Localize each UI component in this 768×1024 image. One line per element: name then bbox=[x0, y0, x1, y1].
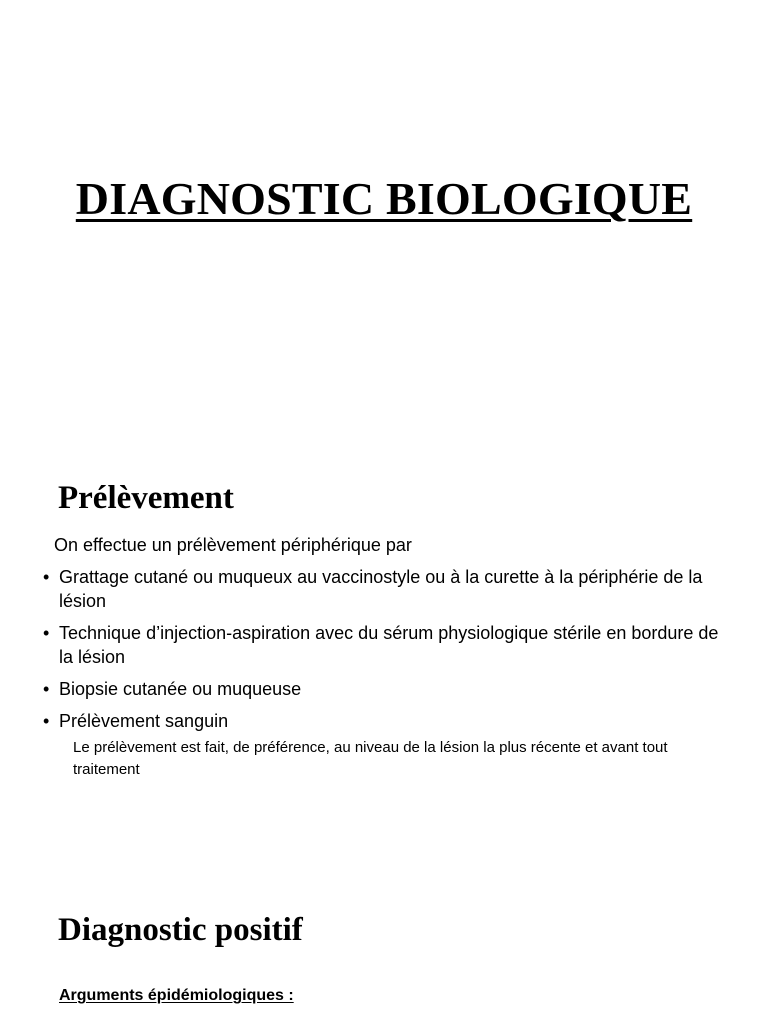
list-item bbox=[40, 709, 720, 733]
bullet-icon: • bbox=[43, 679, 50, 699]
section-heading-diagnostic-positif: Diagnostic positif bbox=[58, 912, 303, 948]
list-item-text: Prélèvement sanguin bbox=[59, 711, 229, 731]
page-title: DIAGNOSTIC BIOLOGIQUE bbox=[75, 173, 693, 224]
subheading-arguments: Arguments épidémiologiques : bbox=[59, 987, 294, 1004]
section-heading-prelevement: Prélèvement bbox=[58, 480, 234, 516]
bullet-icon: • bbox=[43, 567, 50, 587]
list-item bbox=[40, 677, 720, 701]
bullet-list bbox=[40, 565, 720, 741]
list-item bbox=[40, 621, 720, 669]
list-item-text: Biopsie cutanée ou muqueuse bbox=[59, 679, 302, 699]
list-item bbox=[40, 565, 720, 613]
list-item-text: Grattage cutané ou muqueux au vaccinostyle ou à la curette à la périphérie de la lésion bbox=[59, 567, 703, 611]
bullet-icon: • bbox=[43, 623, 50, 643]
intro-text: On effectue un prélèvement périphérique par bbox=[54, 535, 412, 555]
list-item-text: Technique d’injection-aspiration avec du sérum physiologique stérile en bordure de la lésion bbox=[59, 623, 719, 667]
note-text: Le prélèvement est fait, de préférence, au niveau de la lésion la plus récente et avant tout traitement bbox=[73, 739, 668, 778]
bullet-icon: • bbox=[43, 711, 50, 731]
